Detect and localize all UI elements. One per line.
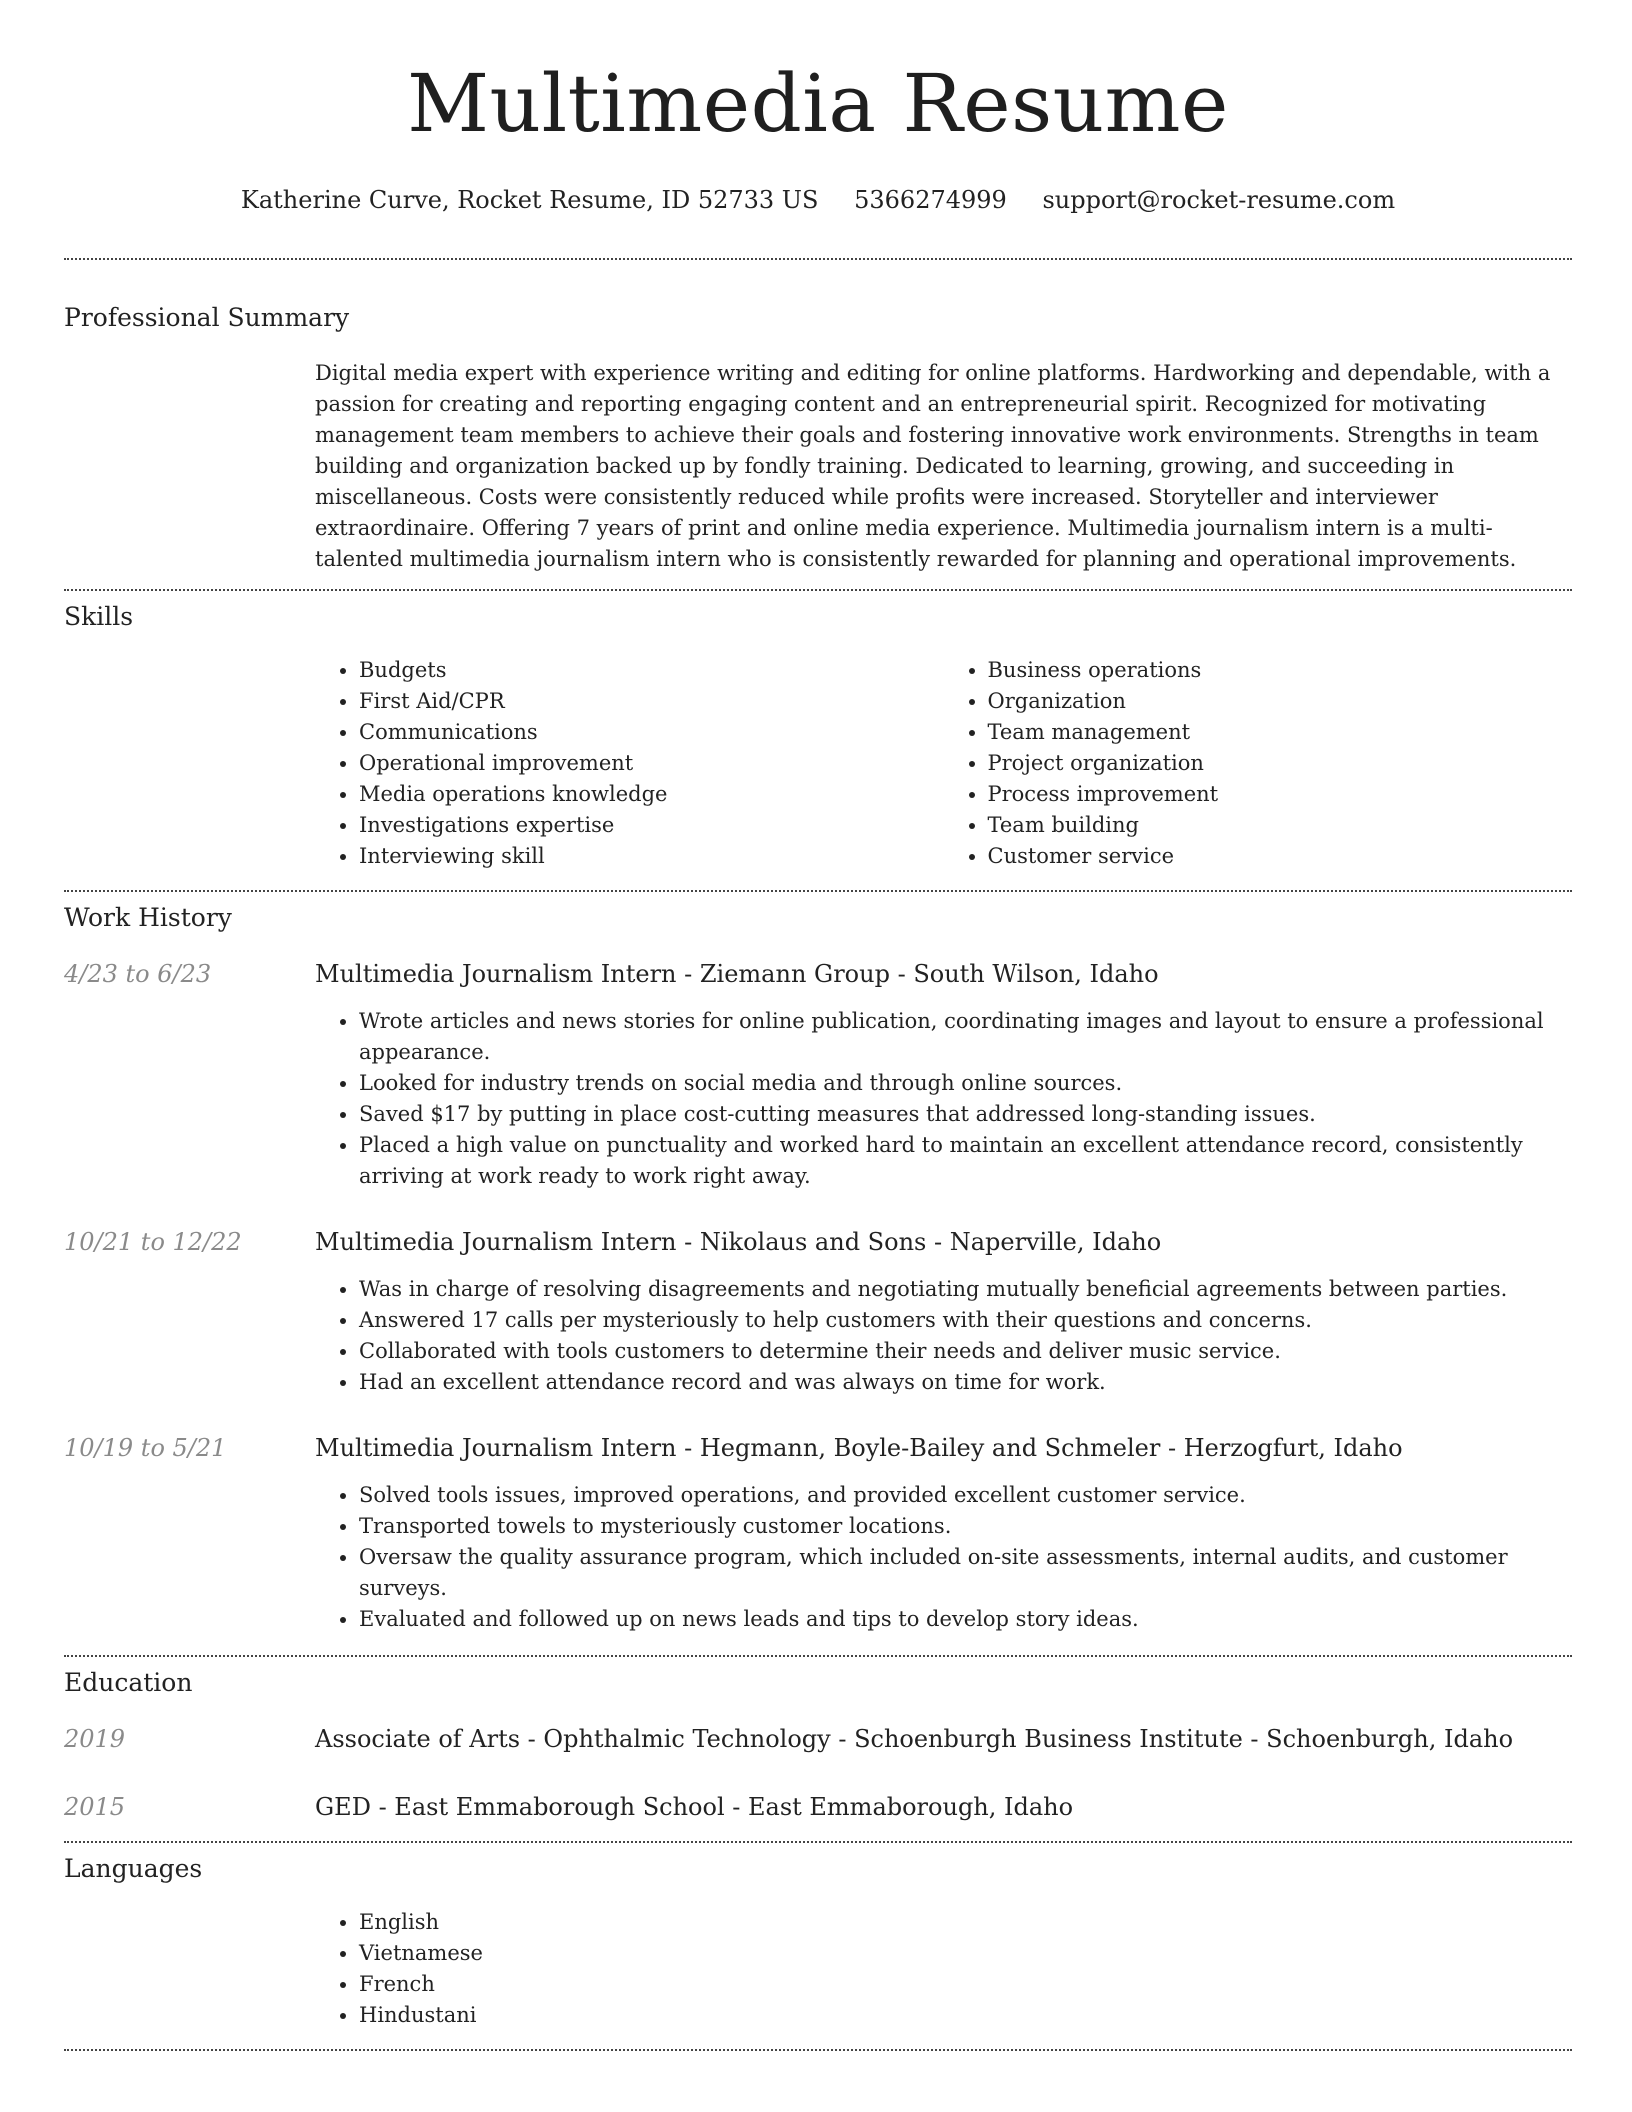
education-section xyxy=(64,1667,1572,1823)
list-item: • Business operations xyxy=(988,655,1573,686)
job-bullets xyxy=(315,1274,1572,1398)
education-title-text: Associate of Arts - Ophthalmic Technology - Schoenburgh Business Institute - Schoenburgh, Idaho xyxy=(315,1725,1514,1753)
list-item: • Budgets xyxy=(359,655,944,686)
skills-grid xyxy=(315,655,1572,872)
summary-text: Digital media expert with experience writing and editing for online platforms. Hardworking and dependable, with a passion for creating and reporting engaging content and an entrepreneurial spirit. Recognized for motivating management team members to achieve their goals and fostering innovative work environments. Strengths in team building and organization backed up by fondly training. Dedicated to learning, growing, and succeeding in miscellaneous. Costs were consistently reduced while profits were increased. Storyteller and interviewer extraordinaire. Offering 7 years of print and online media experience. Multimedia journalism intern is a multi-talented multimedia journalism intern who is consistently rewarded for planning and operational improvements. xyxy=(315,361,1551,571)
list-item: • Project organization xyxy=(988,748,1573,779)
divider xyxy=(64,2049,1572,2051)
contact-address: Katherine Curve, Rocket Resume, ID 52733 US xyxy=(240,186,819,214)
divider xyxy=(64,1655,1572,1657)
list-item: • Team management xyxy=(988,717,1573,748)
education-entry xyxy=(64,1723,1572,1755)
skills-section xyxy=(64,601,1572,872)
work-section xyxy=(64,902,1572,1635)
job-date: 4/23 to 6/23 xyxy=(64,960,212,988)
skills-list-right xyxy=(944,655,1573,872)
list-item: • Transported towels to mysteriously customer locations. xyxy=(359,1511,1572,1542)
divider xyxy=(64,890,1572,892)
job-bullets xyxy=(315,1006,1572,1192)
list-item: • Hindustani xyxy=(359,2000,1572,2031)
list-item: • Team building xyxy=(988,810,1573,841)
list-item: • First Aid/CPR xyxy=(359,686,944,717)
list-item: • Answered 17 calls per mysteriously to help customers with their questions and concerns. xyxy=(359,1305,1572,1336)
list-item: • Wrote articles and news stories for online publication, coordinating images and layout to ensure a professional appearance. xyxy=(359,1006,1572,1068)
education-title: Education xyxy=(64,1668,193,1697)
education-date: 2015 xyxy=(64,1793,126,1821)
list-item: • Communications xyxy=(359,717,944,748)
job-entry xyxy=(64,958,1572,1192)
job-entry xyxy=(64,1432,1572,1635)
list-item: • Interviewing skill xyxy=(359,841,944,872)
divider xyxy=(64,258,1572,260)
list-item: • Collaborated with tools customers to determine their needs and deliver music service. xyxy=(359,1336,1572,1367)
job-title: Multimedia Journalism Intern - Hegmann, Boyle-Bailey and Schmeler - Herzogfurt, Idaho xyxy=(315,1434,1403,1462)
resume-name: Multimedia Resume xyxy=(407,57,1229,150)
skills-title: Skills xyxy=(64,602,134,631)
education-date: 2019 xyxy=(64,1725,126,1753)
list-item: • Media operations knowledge xyxy=(359,779,944,810)
job-title: Multimedia Journalism Intern - Ziemann Group - South Wilson, Idaho xyxy=(315,960,1159,988)
job-entry xyxy=(64,1226,1572,1398)
job-header xyxy=(64,958,1572,990)
list-item: • Operational improvement xyxy=(359,748,944,779)
list-item: • Vietnamese xyxy=(359,1938,1572,1969)
summary-title: Professional Summary xyxy=(64,303,350,332)
divider xyxy=(64,589,1572,591)
contact-email: support@rocket-resume.com xyxy=(1042,186,1396,214)
list-item: • Had an excellent attendance record and was always on time for work. xyxy=(359,1367,1572,1398)
resume-page xyxy=(64,0,1572,2051)
list-item: • Process improvement xyxy=(988,779,1573,810)
list-item: • Solved tools issues, improved operations, and provided excellent customer service. xyxy=(359,1480,1572,1511)
education-entry xyxy=(64,1791,1572,1823)
job-date: 10/19 to 5/21 xyxy=(64,1434,227,1462)
contact-line xyxy=(64,184,1572,216)
job-title: Multimedia Journalism Intern - Nikolaus and Sons - Naperville, Idaho xyxy=(315,1228,1162,1256)
list-item: • English xyxy=(359,1907,1572,1938)
job-header xyxy=(64,1432,1572,1464)
list-item: • Was in charge of resolving disagreements and negotiating mutually beneficial agreements between parties. xyxy=(359,1274,1572,1305)
list-item: • Placed a high value on punctuality and worked hard to maintain an excellent attendance record, consistently arriving at work ready to work right away. xyxy=(359,1130,1572,1192)
list-item: • Customer service xyxy=(988,841,1573,872)
list-item: • Evaluated and followed up on news leads and tips to develop story ideas. xyxy=(359,1604,1572,1635)
job-bullets xyxy=(315,1480,1572,1635)
list-item: • Organization xyxy=(988,686,1573,717)
job-header xyxy=(64,1226,1572,1258)
skills-list-left xyxy=(315,655,944,872)
languages-section xyxy=(64,1853,1572,2031)
list-item: • Oversaw the quality assurance program, which included on-site assessments, internal audits, and customer surveys. xyxy=(359,1542,1572,1604)
contact-phone: 5366274999 xyxy=(854,186,1007,214)
list-item: • Investigations expertise xyxy=(359,810,944,841)
work-title: Work History xyxy=(64,903,232,932)
education-title-text: GED - East Emmaborough School - East Emmaborough, Idaho xyxy=(315,1793,1074,1821)
list-item: • Looked for industry trends on social media and through online sources. xyxy=(359,1068,1572,1099)
languages-title: Languages xyxy=(64,1854,203,1883)
summary-section xyxy=(64,302,1572,575)
divider xyxy=(64,1841,1572,1843)
list-item: • Saved $17 by putting in place cost-cutting measures that addressed long-standing issues. xyxy=(359,1099,1572,1130)
list-item: • French xyxy=(359,1969,1572,2000)
job-date: 10/21 to 12/22 xyxy=(64,1228,242,1256)
languages-list xyxy=(315,1907,1572,2031)
